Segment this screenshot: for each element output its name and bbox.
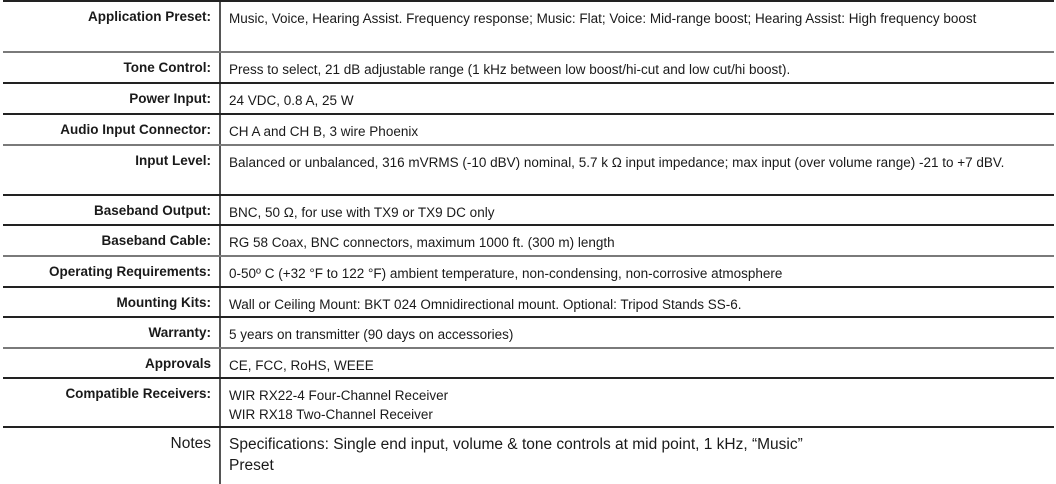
spec-label: Operating Requirements: <box>3 257 221 286</box>
spec-label: Notes <box>3 428 221 484</box>
spec-row-compatible-receivers <box>3 377 1054 426</box>
spec-label: Tone Control: <box>3 53 221 82</box>
spec-row-input-level <box>3 144 1054 194</box>
spec-value: CE, FCC, RoHS, WEEE <box>229 358 374 373</box>
spec-label: Approvals <box>3 349 221 377</box>
spec-value: 0-50º C (+32 °F to 122 °F) ambient temperature, non-condensing, non-corrosive atmosphere <box>229 266 783 281</box>
receiver-item: WIR RX18 Two-Channel Receiver <box>229 407 433 422</box>
spec-value: BNC, 50 Ω, for use with TX9 or TX9 DC only <box>229 205 495 220</box>
spec-value: Wall or Ceiling Mount: BKT 024 Omnidirectional mount. Optional: Tripod Stands SS-6. <box>229 297 742 312</box>
spec-value: 24 VDC, 0.8 A, 25 W <box>229 93 354 108</box>
spec-label: Power Input: <box>3 84 221 113</box>
spec-row-audio-input-connector <box>3 113 1054 144</box>
spec-value: Press to select, 21 dB adjustable range (1 kHz between low boost/hi-cut and low cut/hi boost). <box>229 62 791 77</box>
spec-label: Application Preset: <box>3 2 221 51</box>
spec-row-application-preset <box>3 0 1054 51</box>
spec-label: Audio Input Connector: <box>3 115 221 144</box>
spec-row-operating-requirements <box>3 255 1054 286</box>
receiver-item: WIR RX22-4 Four-Channel Receiver <box>229 388 449 403</box>
spec-label: Baseband Output: <box>3 196 221 224</box>
spec-row-mounting-kits <box>3 286 1054 316</box>
spec-row-warranty <box>3 316 1054 347</box>
specifications-table <box>3 0 1054 484</box>
spec-value <box>221 379 1054 426</box>
spec-row-baseband-output <box>3 194 1054 224</box>
spec-row-power-input <box>3 82 1054 113</box>
spec-label: Baseband Cable: <box>3 226 221 255</box>
spec-label: Compatible Receivers: <box>3 379 221 426</box>
spec-row-tone-control <box>3 51 1054 82</box>
spec-value: RG 58 Coax, BNC connectors, maximum 1000 ft. (300 m) length <box>229 235 615 250</box>
spec-row-notes <box>3 426 1054 484</box>
spec-label: Warranty: <box>3 318 221 347</box>
spec-label: Input Level: <box>3 146 221 194</box>
spec-value: Specifications: Single end input, volume & tone controls at mid point, 1 kHz, “Music” Preset <box>229 436 803 474</box>
spec-value: Music, Voice, Hearing Assist. Frequency response; Music: Flat; Voice: Mid-range boost; Hearing Assist: High frequency boost <box>229 11 977 26</box>
spec-value: CH A and CH B, 3 wire Phoenix <box>229 124 419 139</box>
spec-value: 5 years on transmitter (90 days on accessories) <box>229 327 514 342</box>
spec-row-baseband-cable <box>3 224 1054 255</box>
spec-row-approvals <box>3 347 1054 377</box>
spec-value: Balanced or unbalanced, 316 mVRMS (-10 dBV) nominal, 5.7 k Ω input impedance; max input (over volume range) -21 to +7 dBV. <box>229 155 1005 170</box>
spec-label: Mounting Kits: <box>3 288 221 316</box>
